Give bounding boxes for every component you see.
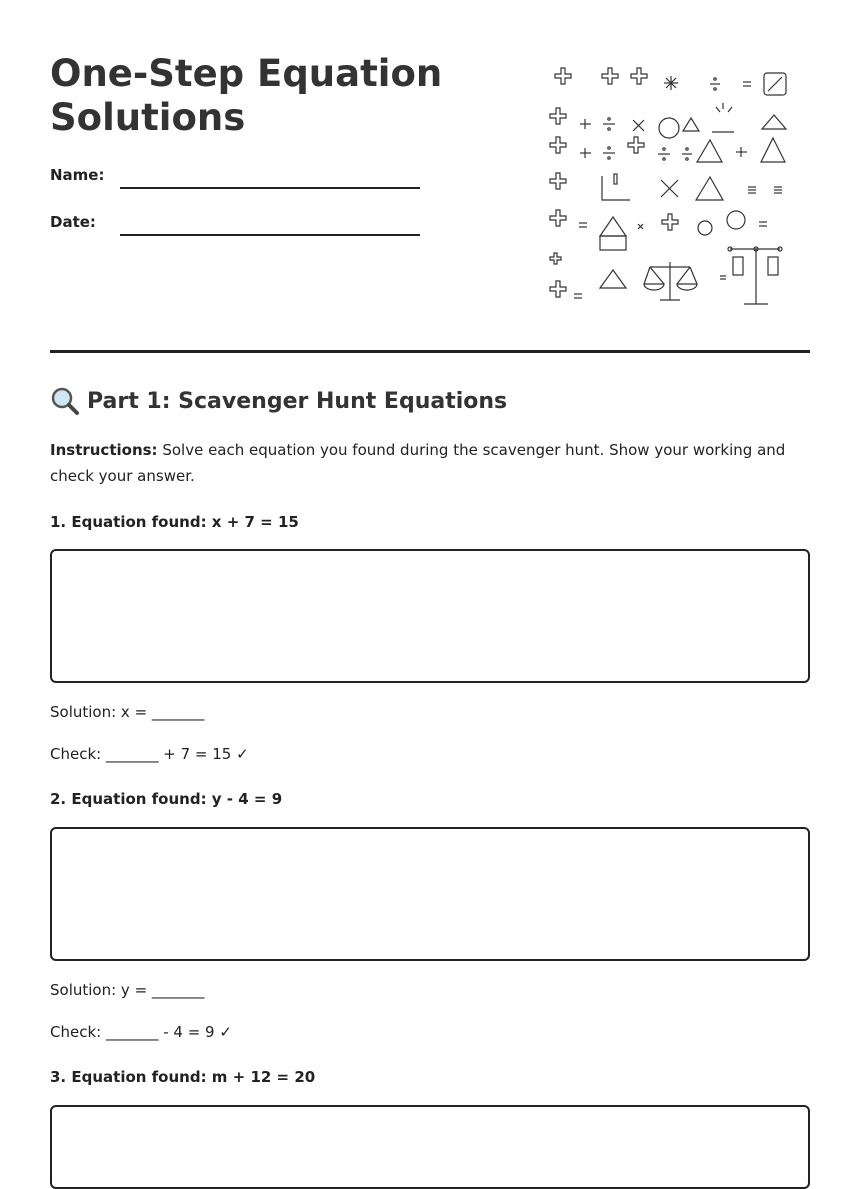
question-2-title: 2. Equation found: y - 4 = 9 [50, 790, 283, 808]
equals-symbol [574, 82, 782, 298]
date-label: Date: [50, 213, 96, 231]
question-2-solution: Solution: y = _______ [50, 981, 205, 999]
multiply-symbol [633, 120, 678, 229]
question-1-check: Check: _______ + 7 = 15 ✓ [50, 745, 249, 763]
math-symbols-clipart [540, 62, 800, 312]
circle-shape [727, 211, 745, 229]
date-field[interactable] [120, 234, 420, 236]
box-shape [600, 236, 626, 250]
balance-scale-icon [644, 247, 782, 304]
question-2-working-box[interactable] [50, 827, 810, 961]
circle-shape [659, 118, 679, 138]
question-3-title: 3. Equation found: m + 12 = 20 [50, 1068, 316, 1086]
name-field[interactable] [120, 187, 420, 189]
question-1-title: 1. Equation found: x + 7 = 15 [50, 513, 299, 531]
graph-axes-icon [602, 176, 630, 200]
page-title: One-Step Equation Solutions [50, 52, 443, 139]
question-2-check: Check: _______ - 4 = 9 ✓ [50, 1023, 232, 1041]
circle-shape [698, 221, 712, 235]
question-1-working-box[interactable] [50, 549, 810, 683]
question-1-solution: Solution: x = _______ [50, 703, 205, 721]
instructions-label: Instructions: [50, 441, 158, 459]
section-heading-text: Part 1: Scavenger Hunt Equations [87, 388, 508, 414]
triangle-shape [600, 115, 786, 288]
section-heading [50, 386, 507, 416]
header-divider [50, 350, 810, 353]
sparkle-icon [664, 76, 734, 132]
instructions [50, 437, 810, 489]
question-3-working-box[interactable] [50, 1105, 810, 1189]
bar-shape [614, 174, 617, 184]
instructions-text: Solve each equation you found during the scavenger hunt. Show your working and check your answer. [50, 441, 786, 485]
magnifying-glass-icon [50, 386, 80, 416]
name-label: Name: [50, 166, 105, 184]
